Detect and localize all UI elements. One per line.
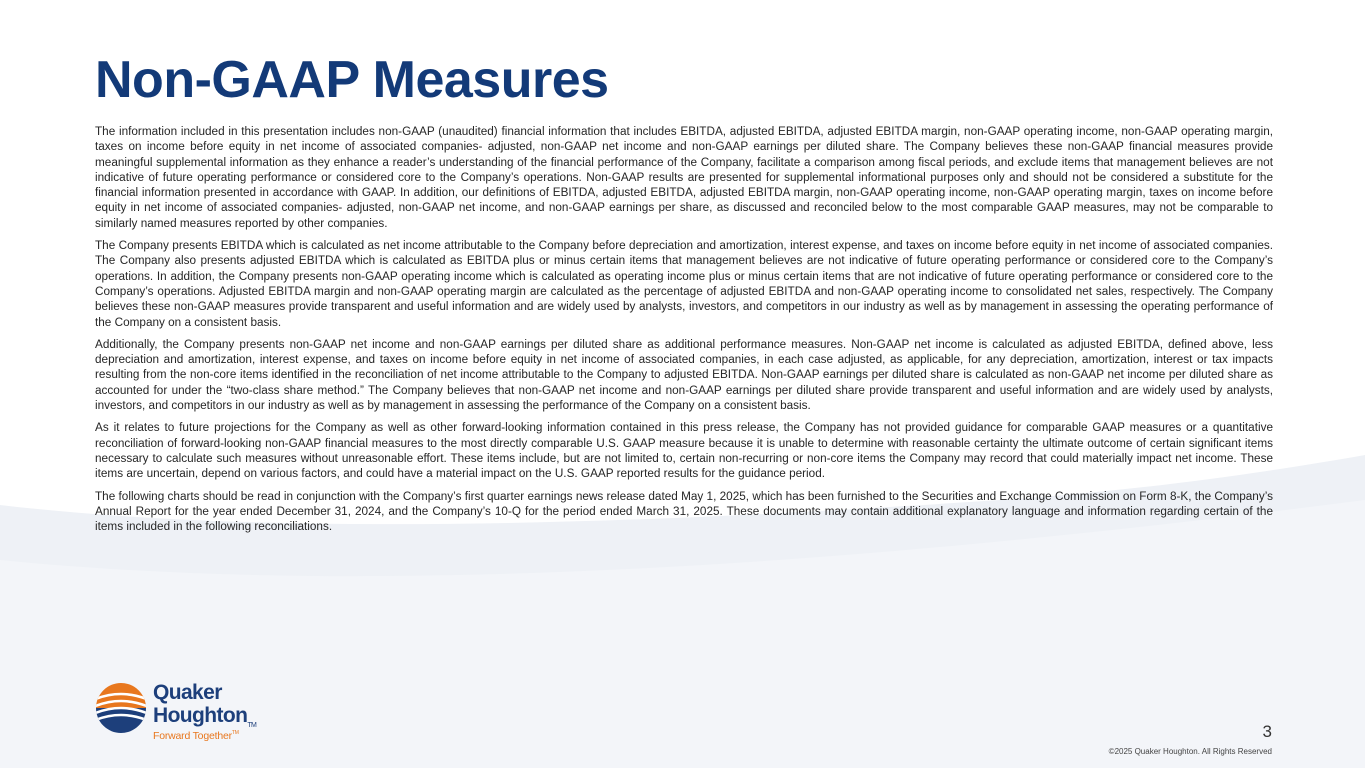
logo-word-houghton (153, 705, 256, 727)
logo-tagline-text: Forward Together (153, 730, 232, 742)
company-logo (95, 680, 270, 746)
logo-globe-icon (95, 682, 147, 734)
slide-title: Non-GAAP Measures (95, 51, 609, 109)
copyright-notice: ©2025 Quaker Houghton. All Rights Reserved (1108, 747, 1272, 756)
body-text (95, 124, 1273, 541)
logo-word-quaker: Quaker (153, 681, 222, 704)
logo-trademark: TM (247, 722, 257, 729)
logo-houghton-text: Houghton (153, 704, 248, 727)
logo-tagline-trademark: TM (231, 730, 239, 736)
paragraph-intro: The information included in this presentation includes non-GAAP (unaudited) financial information that includes EBITDA, adjusted EBITDA, adjusted EBITDA margin, non-GAAP operating income, non-GAAP operating margin, taxes on income before equity in net income of associated companies- adjusted, non-GAAP net income and non-GAAP earnings per diluted share. The Company believes these non-GAAP financial measures provide meaningful supplemental information as they enhance a reader’s understanding of the financial performance of the Company, facilitate a comparison among fiscal periods, and exclude items that management believes are not indicative of future operating performance or considered core to the Company’s operations. Non-GAAP results are presented for supplemental informational purposes only and should not be considered a substitute for the financial information presented in accordance with GAAP. In addition, our definitions of EBITDA, adjusted EBITDA, adjusted EBITDA margin, non-GAAP operating income, non-GAAP operating margin, taxes on income before equity in net income of associated companies- adjusted, non-GAAP net income, and non-GAAP earnings per share, as discussed and reconciled below to the most comparable GAAP measures, may not be comparable to similarly named measures reported by other companies. (95, 125, 1273, 230)
paragraph-net-income: Additionally, the Company presents non-GAAP net income and non-GAAP earnings per diluted share as additional performance measures. Non-GAAP net income is calculated as adjusted EBITDA, defined above, less depreciation and amortization, interest expense, and taxes on income before equity in net income of associated companies, in each case adjusted, as applicable, for any depreciation, amortization, interest or tax impacts resulting from the non-core items identified in the reconciliation of net income attributable to the Company to adjusted EBITDA. Non-GAAP earnings per diluted share is calculated as non-GAAP net income per diluted share as accounted for under the “two-class share method.” The Company believes that non-GAAP net income and non-GAAP earnings per diluted share provide transparent and useful information and are widely used by analysts, investors, and competitors in our industry as well as by management in assessing the performance of the Company on a consistent basis. (95, 337, 1273, 413)
logo-tagline (153, 730, 239, 742)
paragraph-projections: As it relates to future projections for the Company as well as other forward-looking information contained in this press release, the Company has not provided guidance for comparable GAAP measures or a quantitative reconciliation of forward-looking non-GAAP financial measures to the most directly comparable U.S. GAAP measure because it is unable to determine with reasonable certainty the ultimate outcome of certain significant items necessary to calculate such measures without unreasonable effort. These items include, but are not limited to, certain non-recurring or non-core items the Company may record that could materially impact net income. These items are uncertain, depend on various factors, and could have a material impact on the U.S. GAAP reported results for the guidance period. (95, 421, 1273, 481)
paragraph-references: The following charts should be read in conjunction with the Company’s first quarter earnings news release dated May 1, 2025, which has been furnished to the Securities and Exchange Commission on Form 8-K, the Company’s Annual Report for the year ended December 31, 2024, and the Company’s 10-Q for the period ended March 31, 2025. These documents may contain additional explanatory language and information regarding certain of the items included in the following reconciliations. (95, 489, 1273, 534)
paragraph-ebitda: The Company presents EBITDA which is calculated as net income attributable to the Company before depreciation and amortization, interest expense, and taxes on income before equity in net income of associated companies. The Company also presents adjusted EBITDA which is calculated as EBITDA plus or minus certain items that management believes are not indicative of future operating performance or considered core to the Company’s operations. In addition, the Company presents non-GAAP operating income which is calculated as operating income plus or minus certain items that are not indicative of future operating performance or considered core to the Company’s operations. Adjusted EBITDA margin and non-GAAP operating margin are calculated as the percentage of adjusted EBITDA and non-GAAP operating income to consolidated net sales, respectively. The Company believes these non-GAAP measures provide transparent and useful information and are widely used by analysts, investors, and competitors in our industry as well as by management in assessing the operating performance of the Company on a consistent basis. (95, 239, 1273, 329)
page-number: 3 (1262, 722, 1272, 741)
